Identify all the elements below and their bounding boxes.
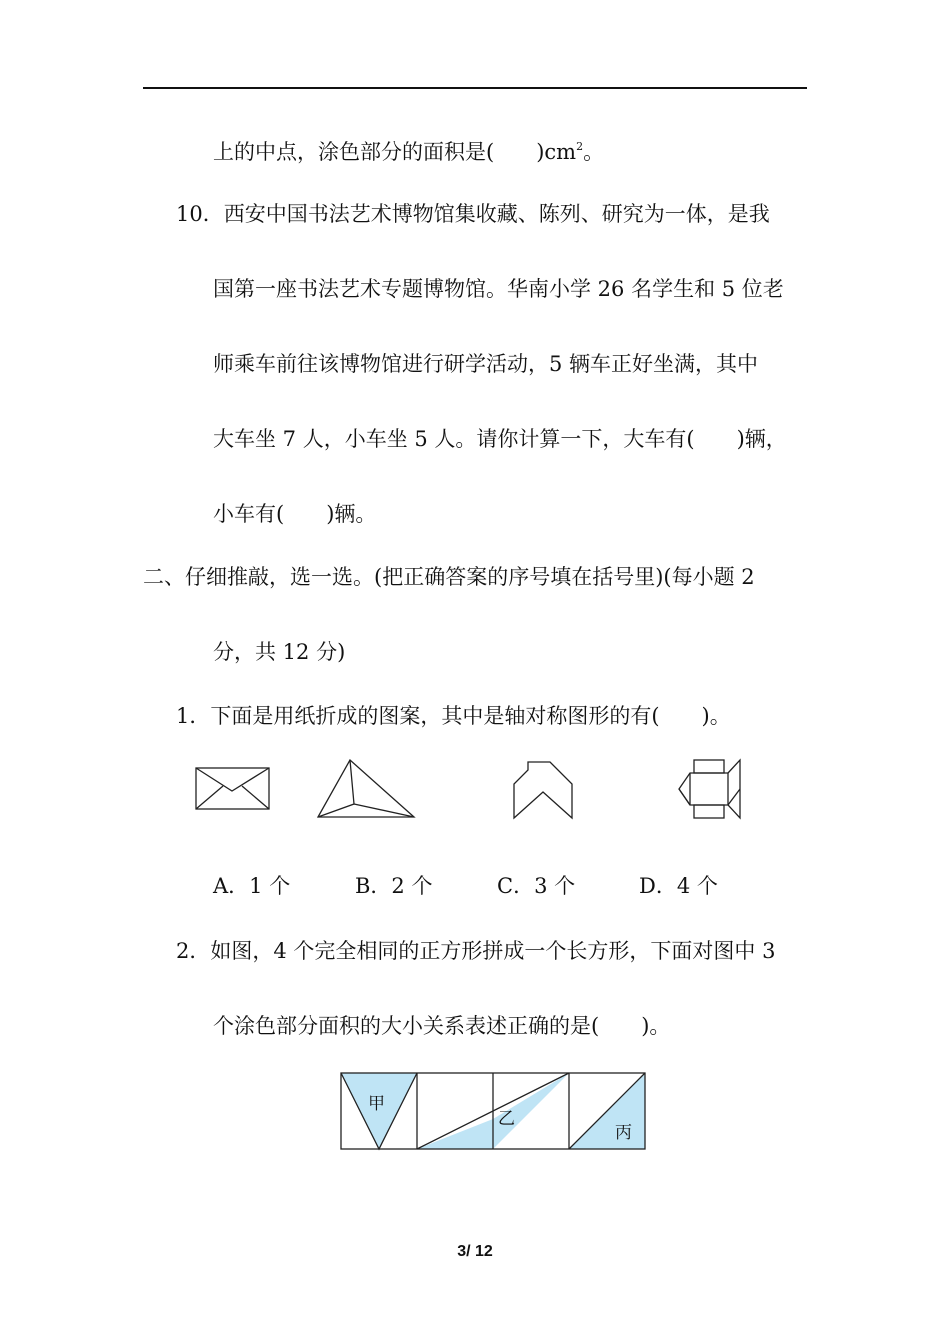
label-bing: 丙 xyxy=(615,1123,632,1143)
q9-tail-line xyxy=(213,138,604,166)
q10-line-4: 大车坐 7 人，小车坐 5 人。请你计算一下，大车有( )辆， xyxy=(213,427,787,451)
q9-unit-exponent: 2 xyxy=(576,140,584,153)
q10-line-1: 10．西安中国书法艺术博物馆集收藏、陈列、研究为一体，是我 xyxy=(176,202,770,226)
q10-line-5: 小车有( )辆。 xyxy=(213,502,377,526)
paper-plane-figure xyxy=(318,760,414,817)
section2-heading-line-1: 二、仔细推敲，选一选。(把正确答案的序号填在括号里)(每小题 2 xyxy=(143,565,755,589)
q9-answer-blank[interactable] xyxy=(494,138,536,166)
q10-line-3: 师乘车前往该博物馆进行研学活动，5 辆车正好坐满，其中 xyxy=(213,352,759,376)
q10-line-2: 国第一座书法艺术专题博物馆。华南小学 26 名学生和 5 位老 xyxy=(213,277,784,301)
q1-option-a[interactable]: A．1 个 xyxy=(213,874,291,898)
q9-end: 。 xyxy=(583,140,605,164)
q2-squares-figure xyxy=(336,1068,652,1154)
chevron-figure xyxy=(514,762,572,818)
q1-option-b[interactable]: B．2 个 xyxy=(355,874,433,898)
q1-figures xyxy=(190,758,755,828)
label-yi: 乙 xyxy=(498,1109,515,1129)
envelope-figure xyxy=(196,768,269,809)
header-rule xyxy=(143,87,807,89)
page-number: 3/ 12 xyxy=(457,1243,493,1260)
q1-stem: 1．下面是用纸折成的图案，其中是轴对称图形的有( )。 xyxy=(176,704,731,728)
q1-option-d[interactable]: D．4 个 xyxy=(639,874,718,898)
fish-figure xyxy=(679,760,740,818)
q9-text: 上的中点，涂色部分的面积是( xyxy=(213,140,495,164)
q9-unit: )cm xyxy=(536,140,577,164)
section2-heading-line-2: 分，共 12 分) xyxy=(213,640,346,664)
label-jia: 甲 xyxy=(368,1094,385,1114)
q2-line-1: 2．如图，4 个完全相同的正方形拼成一个长方形，下面对图中 3 xyxy=(176,939,776,963)
q1-option-c[interactable]: C．3 个 xyxy=(497,874,576,898)
q2-line-2: 个涂色部分面积的大小关系表述正确的是( )。 xyxy=(213,1014,671,1038)
